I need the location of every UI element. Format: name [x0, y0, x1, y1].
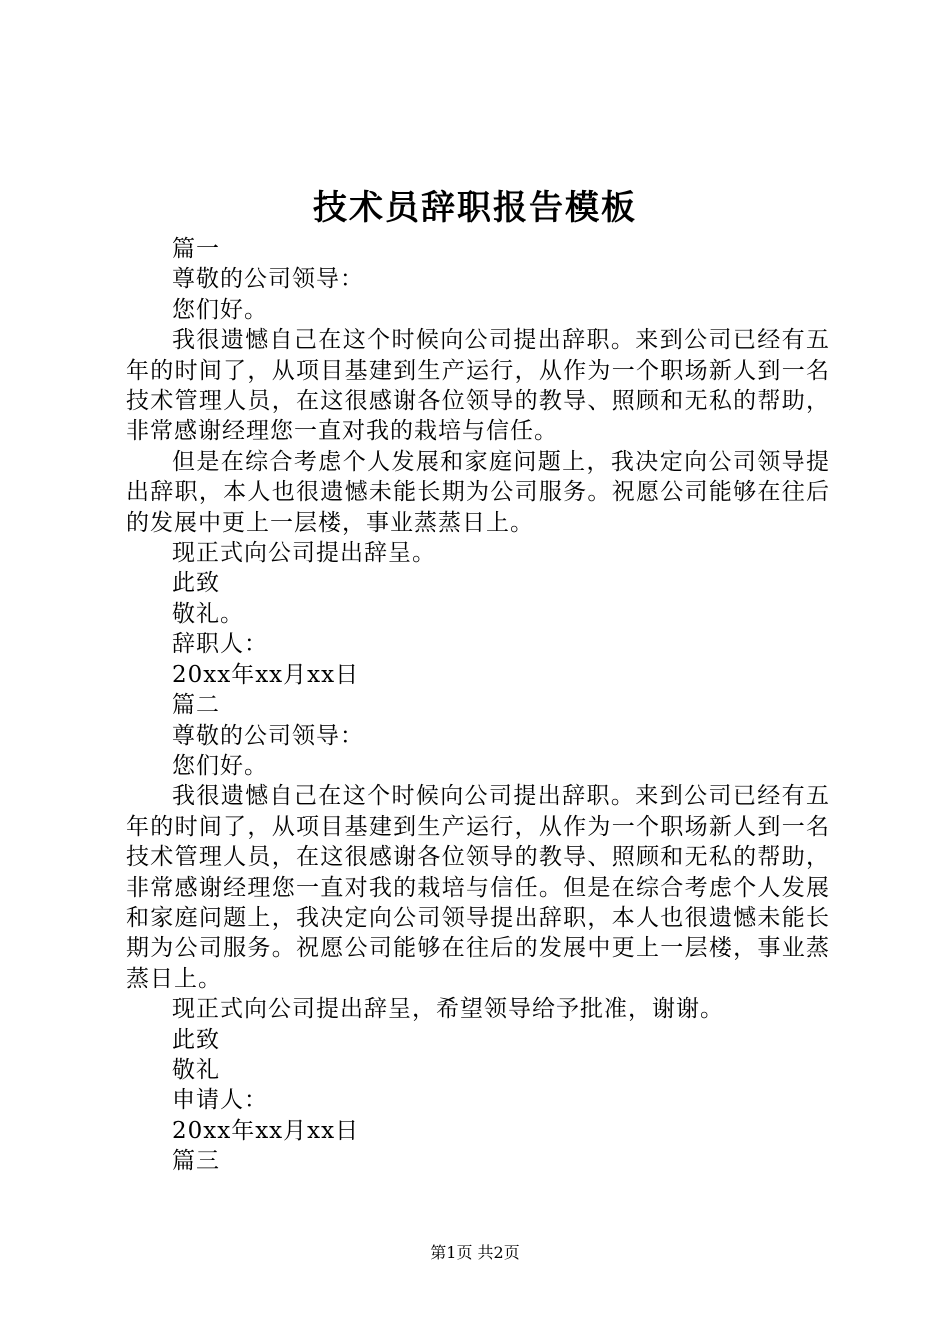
body-paragraph: 我很遗憾自己在这个时候向公司提出辞职。来到公司已经有五年的时间了，从项目基建到生产运行，从作为一个职场新人到一名技术管理人员，在这很感谢各位领导的教导、照顾和无私的帮助，非常感谢经理您一直对我的栽培与信任。但是在综合考虑个人发展和家庭问题上，我决定向公司领导提出辞职，本人也很遗憾未能长期为公司服务。祝愿公司能够在往后的发展中更上一层楼，事业蒸蒸日上。	[126, 783, 830, 992]
body-paragraph: 现正式向公司提出辞呈，希望领导给予批准，谢谢。	[172, 996, 724, 1023]
salutation: 尊敬的公司领导：	[172, 722, 364, 749]
greeting: 您们好。	[172, 752, 268, 779]
document-body	[126, 234, 830, 1177]
section-heading-2: 篇二	[172, 692, 220, 719]
signature-line: 辞职人：	[172, 631, 268, 658]
closing-line: 此致	[172, 1026, 220, 1053]
body-paragraph: 现正式向公司提出辞呈。	[172, 540, 436, 567]
document-title: 技术员辞职报告模板	[313, 188, 637, 228]
body-paragraph: 我很遗憾自己在这个时候向公司提出辞职。来到公司已经有五年的时间了，从项目基建到生产运行，从作为一个职场新人到一名技术管理人员，在这很感谢各位领导的教导、照顾和无私的帮助，非常感谢经理您一直对我的栽培与信任。	[126, 327, 830, 445]
greeting: 您们好。	[172, 296, 268, 323]
signature-line: 申请人：	[172, 1087, 268, 1114]
date-line: 20xx年xx月xx日	[172, 661, 360, 688]
date-line: 20xx年xx月xx日	[172, 1117, 360, 1144]
section-heading-3: 篇三	[172, 1148, 220, 1175]
salutation: 尊敬的公司领导：	[172, 266, 364, 293]
closing-line: 敬礼	[172, 1056, 220, 1083]
body-paragraph: 但是在综合考虑个人发展和家庭问题上，我决定向公司领导提出辞职，本人也很遗憾未能长期为公司服务。祝愿公司能够在往后的发展中更上一层楼，事业蒸蒸日上。	[126, 448, 830, 536]
page-footer: 第1页 共2页	[430, 1243, 520, 1262]
closing-line: 敬礼。	[172, 600, 244, 627]
closing-line: 此致	[172, 570, 220, 597]
section-heading-1: 篇一	[172, 236, 220, 262]
